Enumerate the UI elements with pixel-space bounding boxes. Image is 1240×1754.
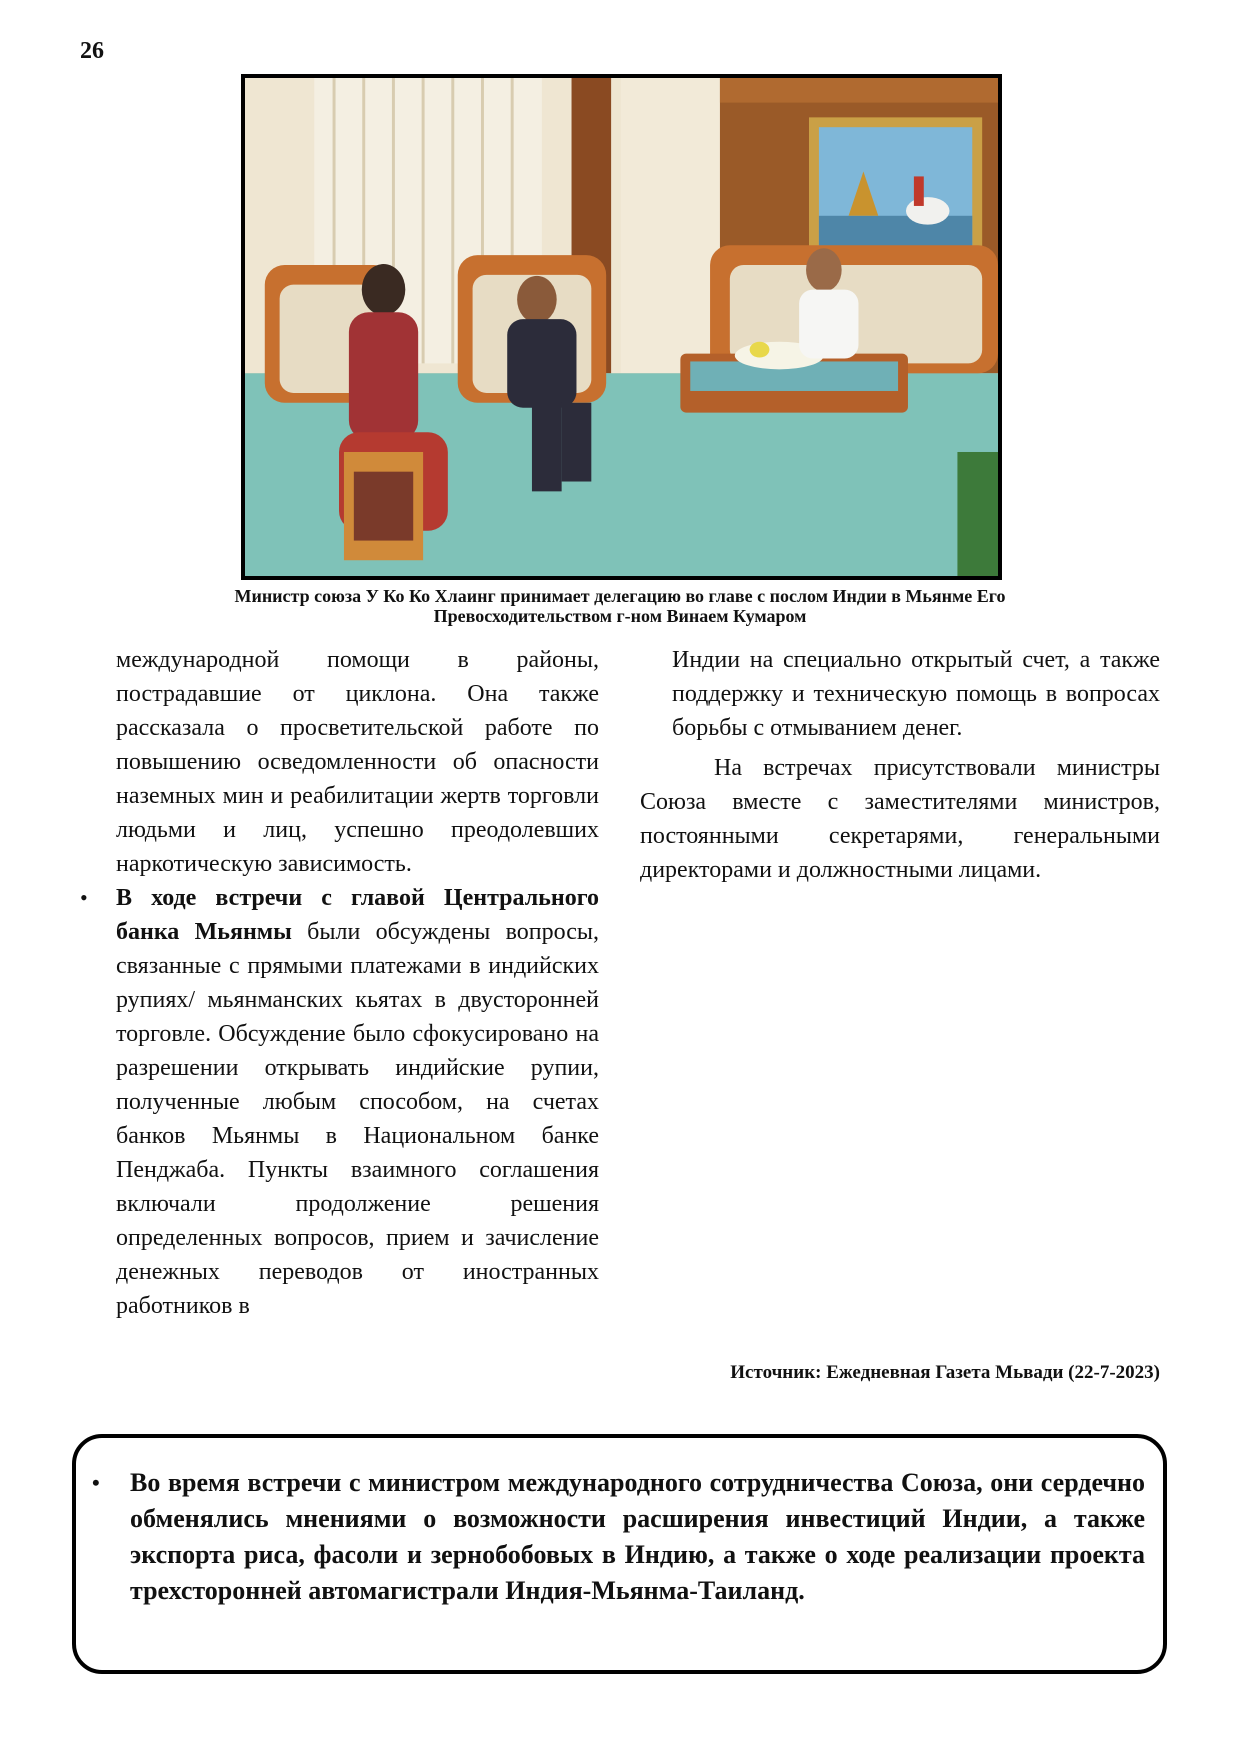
bullet-icon: • [80,885,88,910]
left-column [80,643,599,1323]
right-paragraph: На встречах присутствовали министры Союза вместе с заместителями министров, постоянными секретарями, генеральными директорами и должностными лицами. [640,755,1160,883]
box-bullet-icon: • [92,1470,100,1495]
bullet-rest-text: были обсуждены вопросы, связанные с прямыми платежами в индийских рупиях/ мьянманских кьятах в двусторонней торговле. Обсуждение было сфокусировано на разрешении открывать индийские рупии, полученные любым способом, на счетах банков Мьянмы в Национальном банке Пенджаба. Пункты взаимного соглашения включали продолжение решения определенных вопросов, прием и зачисление денежных переводов от иностранных работников в [116,919,599,1319]
bullet-bold-text: В ходе встречи с главой Центрального банка Мьянмы [116,885,599,945]
highlight-box-text: Во время встречи с министром международного сотрудничества Союза, они сердечно обменялись мнениями о возможности расширения инвестиций Индии, а также экспорта риса, фасоли и зернобобовых в Индию, а также о ходе реализации проекта трехсторонней автомагистрали Индия-Мьянма-Таиланд. [130,1468,1145,1605]
photo-caption: Министр союза У Ко Ко Хлаинг принимает делегацию во главе с послом Индии в Мьянме Его Превосходительством г-ном Винаем Кумаром [234,586,1006,626]
bullet-central-bank-text [116,881,599,1323]
page-number: 26 [80,38,104,64]
meeting-photo-illustration [245,78,998,576]
left-paragraph: международной помощи в районы, пострадавшие от циклона. Она также рассказала о просветительской работе по повышению осведомленности об опасности наземных мин и реабилитации жертв торговли людьми и лиц, успешно преодолевших наркотическую зависимость. [116,647,599,877]
highlight-box [72,1434,1167,1674]
source-line: Источник: Ежедневная Газета Мьвади (22-7-2023) [730,1362,1160,1383]
highlight-box-content [92,1465,1145,1609]
right-continuation: Индии на специально открытый счет, а также поддержку и техническую помощь в вопросах борьбы с отмыванием денег. [672,647,1160,741]
right-column [640,643,1160,887]
meeting-photo [241,74,1002,580]
bullet-central-bank [80,881,599,1323]
